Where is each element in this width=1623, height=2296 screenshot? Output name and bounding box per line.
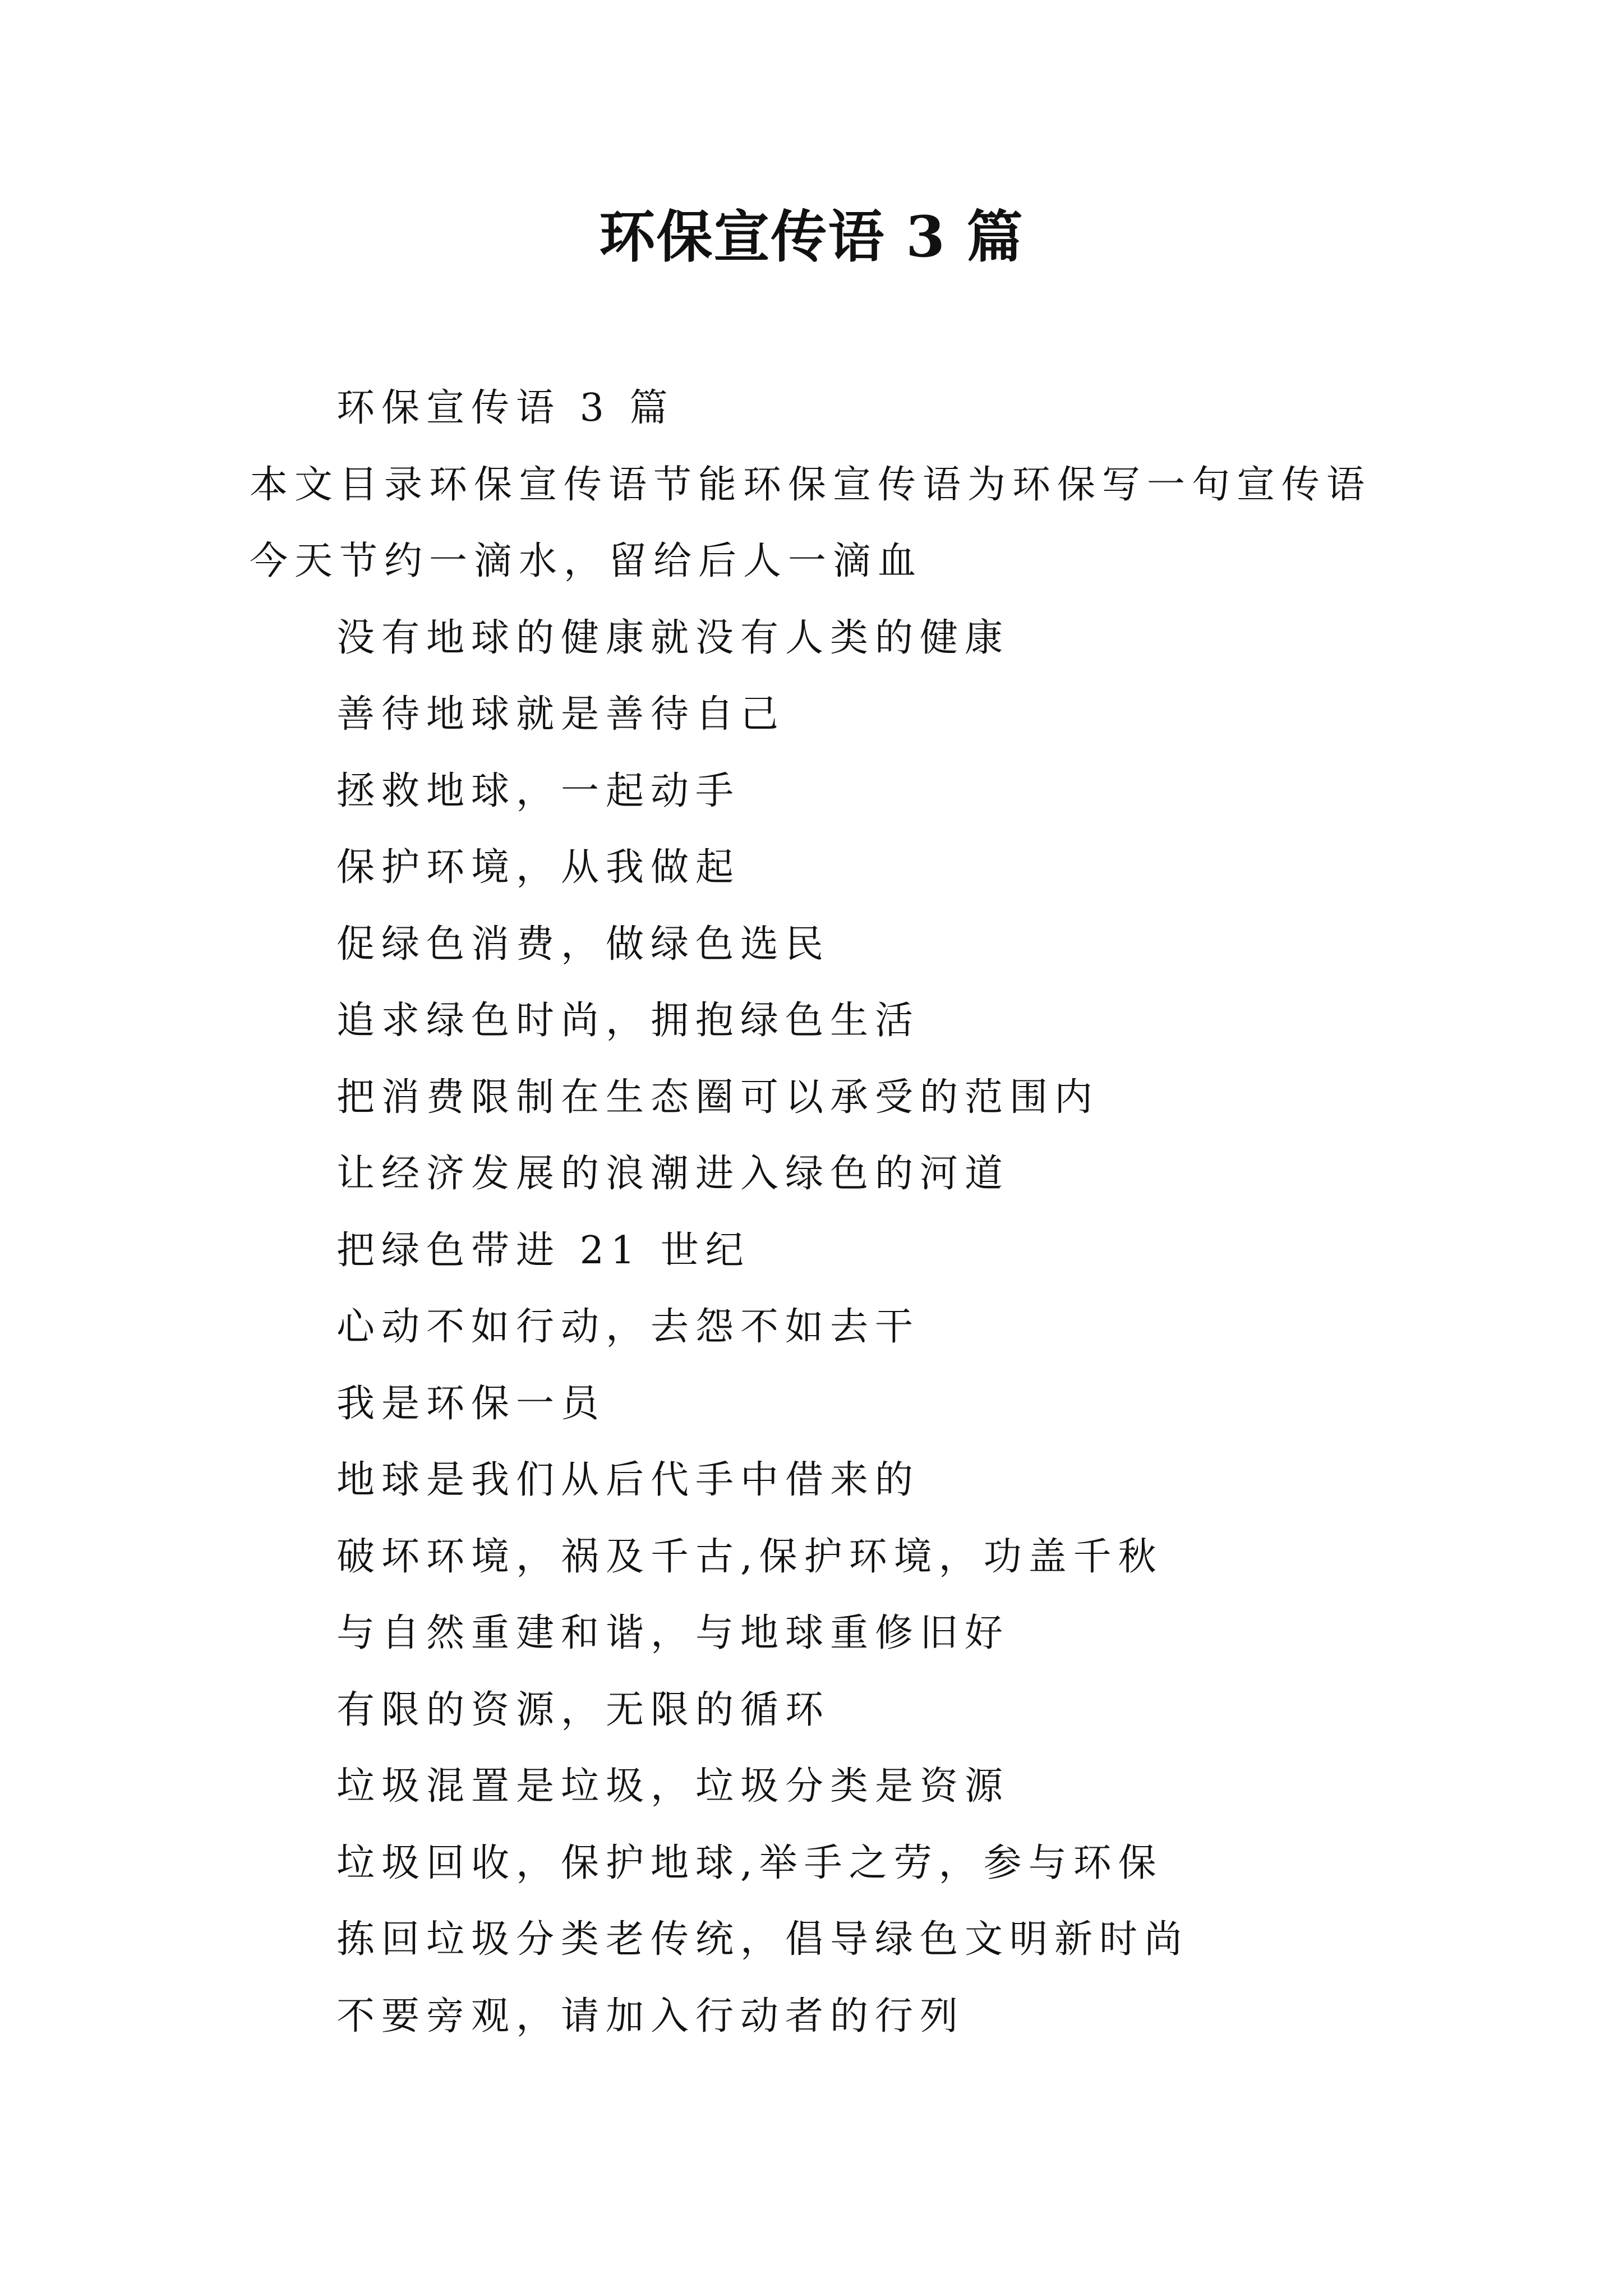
text-line: 促绿色消费，做绿色选民: [336, 922, 831, 967]
text-line: 把消费限制在生态圈可以承受的范围内: [336, 1075, 1100, 1120]
text-line: 垃圾回收，保护地球,举手之劳，参与环保: [336, 1841, 1163, 1885]
text-line: 垃圾混置是垃圾，垃圾分类是资源: [336, 1764, 1010, 1809]
text-line: 追求绿色时尚，拥抱绿色生活: [336, 999, 920, 1043]
text-line: 让经济发展的浪潮进入绿色的河道: [336, 1152, 1010, 1196]
text-line: 拯救地球，一起动手: [336, 769, 741, 813]
text-line: 不要旁观，请加入行动者的行列: [336, 1994, 965, 2039]
text-line: 破坏环境，祸及千古,保护环境，功盖千秋: [336, 1534, 1163, 1579]
text-line: 拣回垃圾分类老传统，倡导绿色文明新时尚: [336, 1917, 1189, 1962]
text-line: 有限的资源，无限的循环: [336, 1687, 831, 1732]
document-title: 环保宣传语 3 篇: [599, 204, 1024, 270]
text-line: 地球是我们从后代手中借来的: [336, 1458, 920, 1502]
text-line: 把绿色带进 21 世纪: [336, 1228, 750, 1273]
text-line: 心动不如行动，去怨不如去干: [336, 1305, 920, 1349]
text-line: 善待地球就是善待自己: [336, 692, 786, 737]
text-line: 今天节约一滴水，留给后人一滴血: [250, 539, 923, 583]
text-line: 我是环保一员: [336, 1381, 606, 1426]
toc-line: 本文目录环保宣传语节能环保宣传语为环保写一句宣传语: [250, 462, 1372, 507]
subtitle-line: 环保宣传语 3 篇: [336, 386, 675, 430]
text-line: 保护环境，从我做起: [336, 845, 741, 890]
text-line: 与自然重建和谐，与地球重修旧好: [336, 1611, 1010, 1655]
document-body: [250, 370, 1399, 2055]
text-line: 没有地球的健康就没有人类的健康: [336, 615, 1010, 660]
